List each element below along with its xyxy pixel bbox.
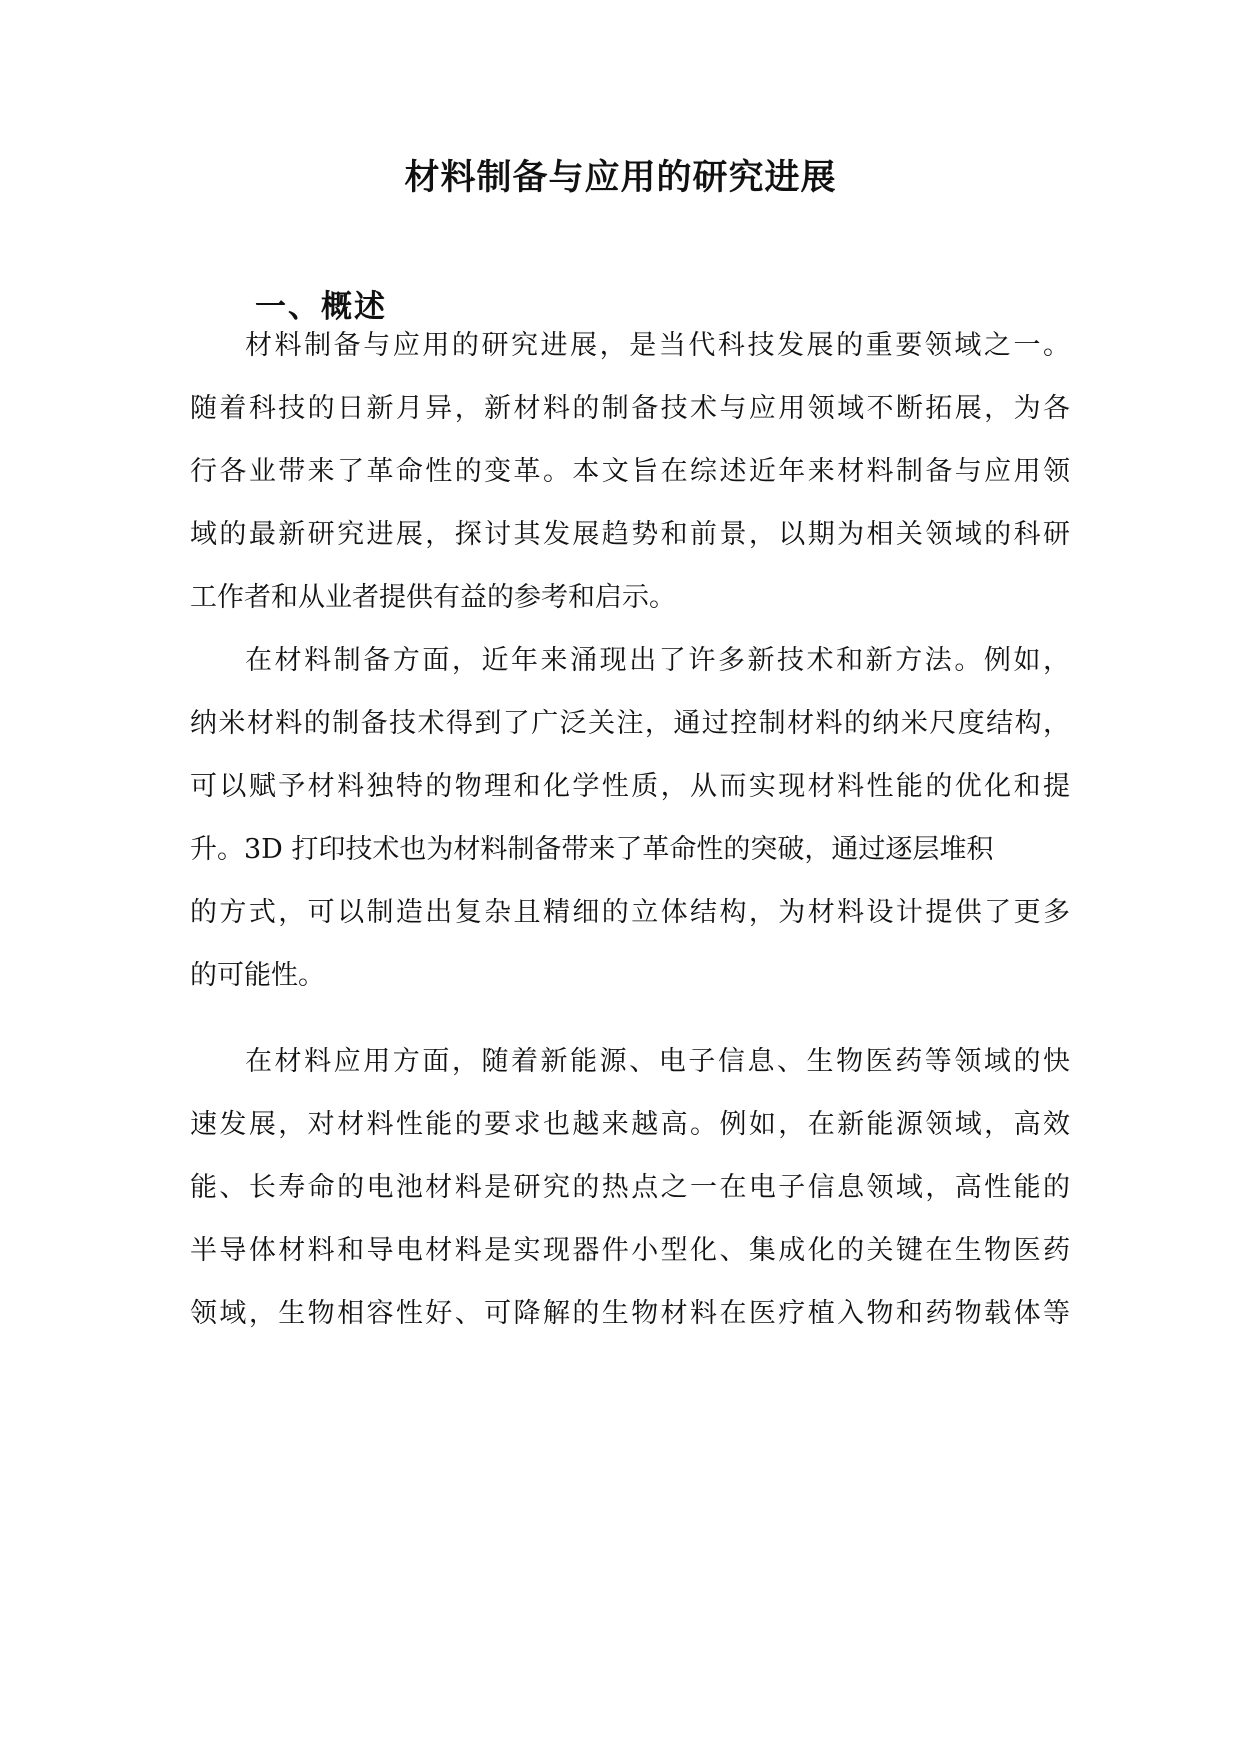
paragraph-1-line-5: 工作者和从业者提供有益的参考和启示。 xyxy=(190,582,676,613)
section-heading-overview: 一、概述 xyxy=(255,289,387,325)
paragraph-3-line-5: 领域，生物相容性好、可降解的生物材料在医疗植入物和药物载体等 xyxy=(190,1298,1070,1329)
paragraph-2-line-6: 的可能性。 xyxy=(190,960,325,991)
paragraph-3-line-2: 速发展，对材料性能的要求也越来越高。例如，在新能源领域，高效 xyxy=(190,1109,1070,1140)
paragraph-2-line-1: 在材料制备方面，近年来涌现出了许多新技术和新方法。例如， xyxy=(245,645,1070,676)
paragraph-3-line-3: 能、长寿命的电池材料是研究的热点之一在电子信息领域，高性能的 xyxy=(190,1172,1070,1203)
document-title: 材料制备与应用的研究进展 xyxy=(404,157,837,198)
paragraph-2-line-2: 纳米材料的制备技术得到了广泛关注，通过控制材料的纳米尺度结构， xyxy=(190,708,1070,739)
paragraph-3-line-1: 在材料应用方面，随着新能源、电子信息、生物医药等领域的快 xyxy=(245,1046,1070,1077)
paragraph-1-line-2: 随着科技的日新月异，新材料的制备技术与应用领域不断拓展，为各 xyxy=(190,393,1070,424)
paragraph-1-line-1: 材料制备与应用的研究进展，是当代科技发展的重要领域之一。 xyxy=(245,330,1070,361)
paragraph-3-line-4: 半导体材料和导电材料是实现器件小型化、集成化的关键在生物医药 xyxy=(190,1235,1070,1266)
paragraph-2-line-4: 升。3D 打印技术也为材料制备带来了革命性的突破，通过逐层堆积 xyxy=(190,834,994,865)
paragraph-2-line-5: 的方式，可以制造出复杂且精细的立体结构，为材料设计提供了更多 xyxy=(190,897,1070,928)
paragraph-1-line-4: 域的最新研究进展，探讨其发展趋势和前景，以期为相关领域的科研 xyxy=(190,519,1070,550)
paragraph-1-line-3: 行各业带来了革命性的变革。本文旨在综述近年来材料制备与应用领 xyxy=(190,456,1070,487)
paragraph-2-line-3: 可以赋予材料独特的物理和化学性质，从而实现材料性能的优化和提 xyxy=(190,771,1070,802)
